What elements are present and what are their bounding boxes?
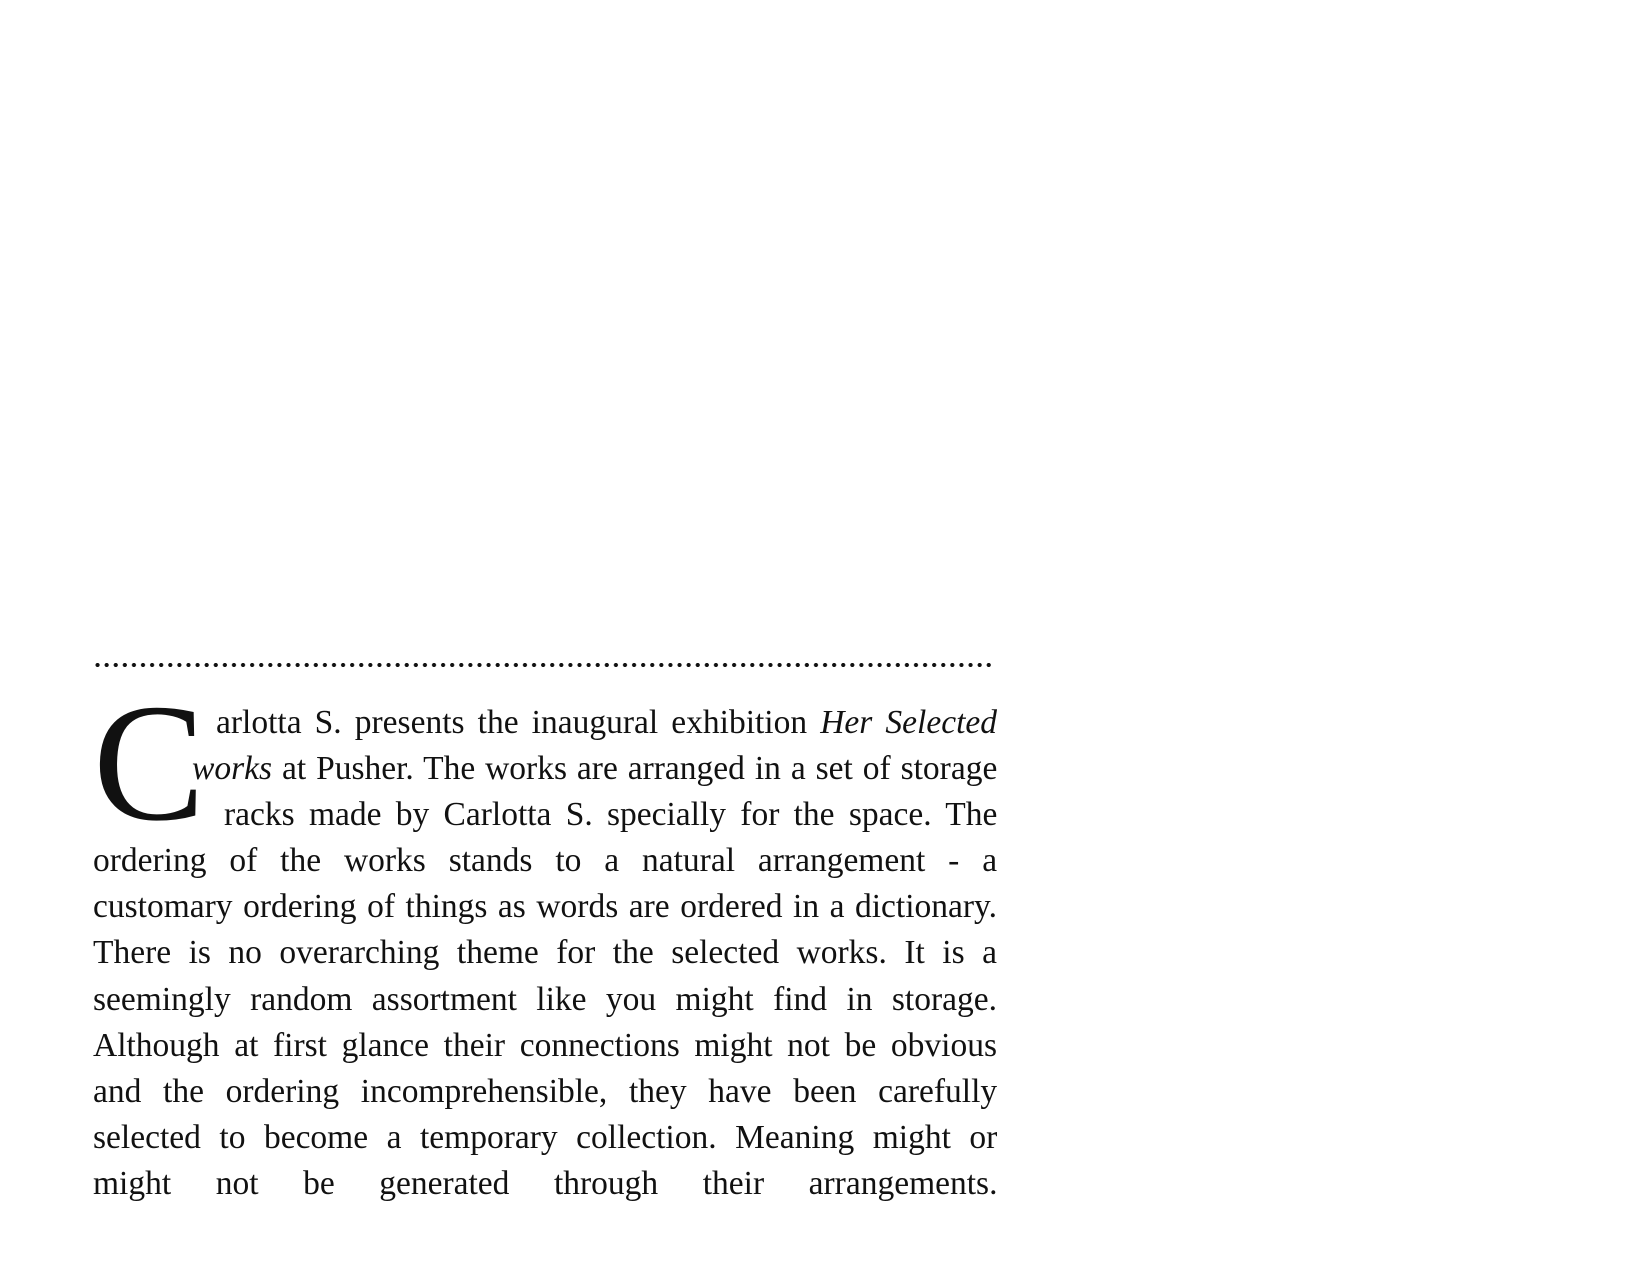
drop-cap-letter: C [93,670,204,856]
paragraph-line: customary ordering of things as words are ordered in a dictionary. [93,888,997,926]
paragraph-line: ordering of the works stands to a natural arrangement - a [93,842,997,880]
body-paragraph [93,700,997,1207]
exhibition-title-italic: Her Selected [820,704,997,741]
dotted-divider [93,662,993,668]
paragraph-line: racks made by Carlotta S. specially for the space. The [224,796,997,834]
paragraph-line: arlotta S. presents the inaugural exhibition Her Selected [216,704,997,741]
paragraph-line: might not be generated through their arrangements. [93,1164,997,1202]
paragraph-line: works at Pusher. The works are arranged in a set of storage [192,750,997,788]
paragraph-line: There is no overarching theme for the selected works. It is a [93,934,997,972]
paragraph-line: Although at first glance their connections might not be obvious [93,1026,997,1064]
paragraph-line: and the ordering incomprehensible, they have been carefully [93,1072,997,1110]
paragraph-line: seemingly random assortment like you might find in storage. [93,980,997,1018]
exhibition-title-italic: works [192,750,273,788]
paragraph-line: selected to become a temporary collection. Meaning might or [93,1118,997,1156]
